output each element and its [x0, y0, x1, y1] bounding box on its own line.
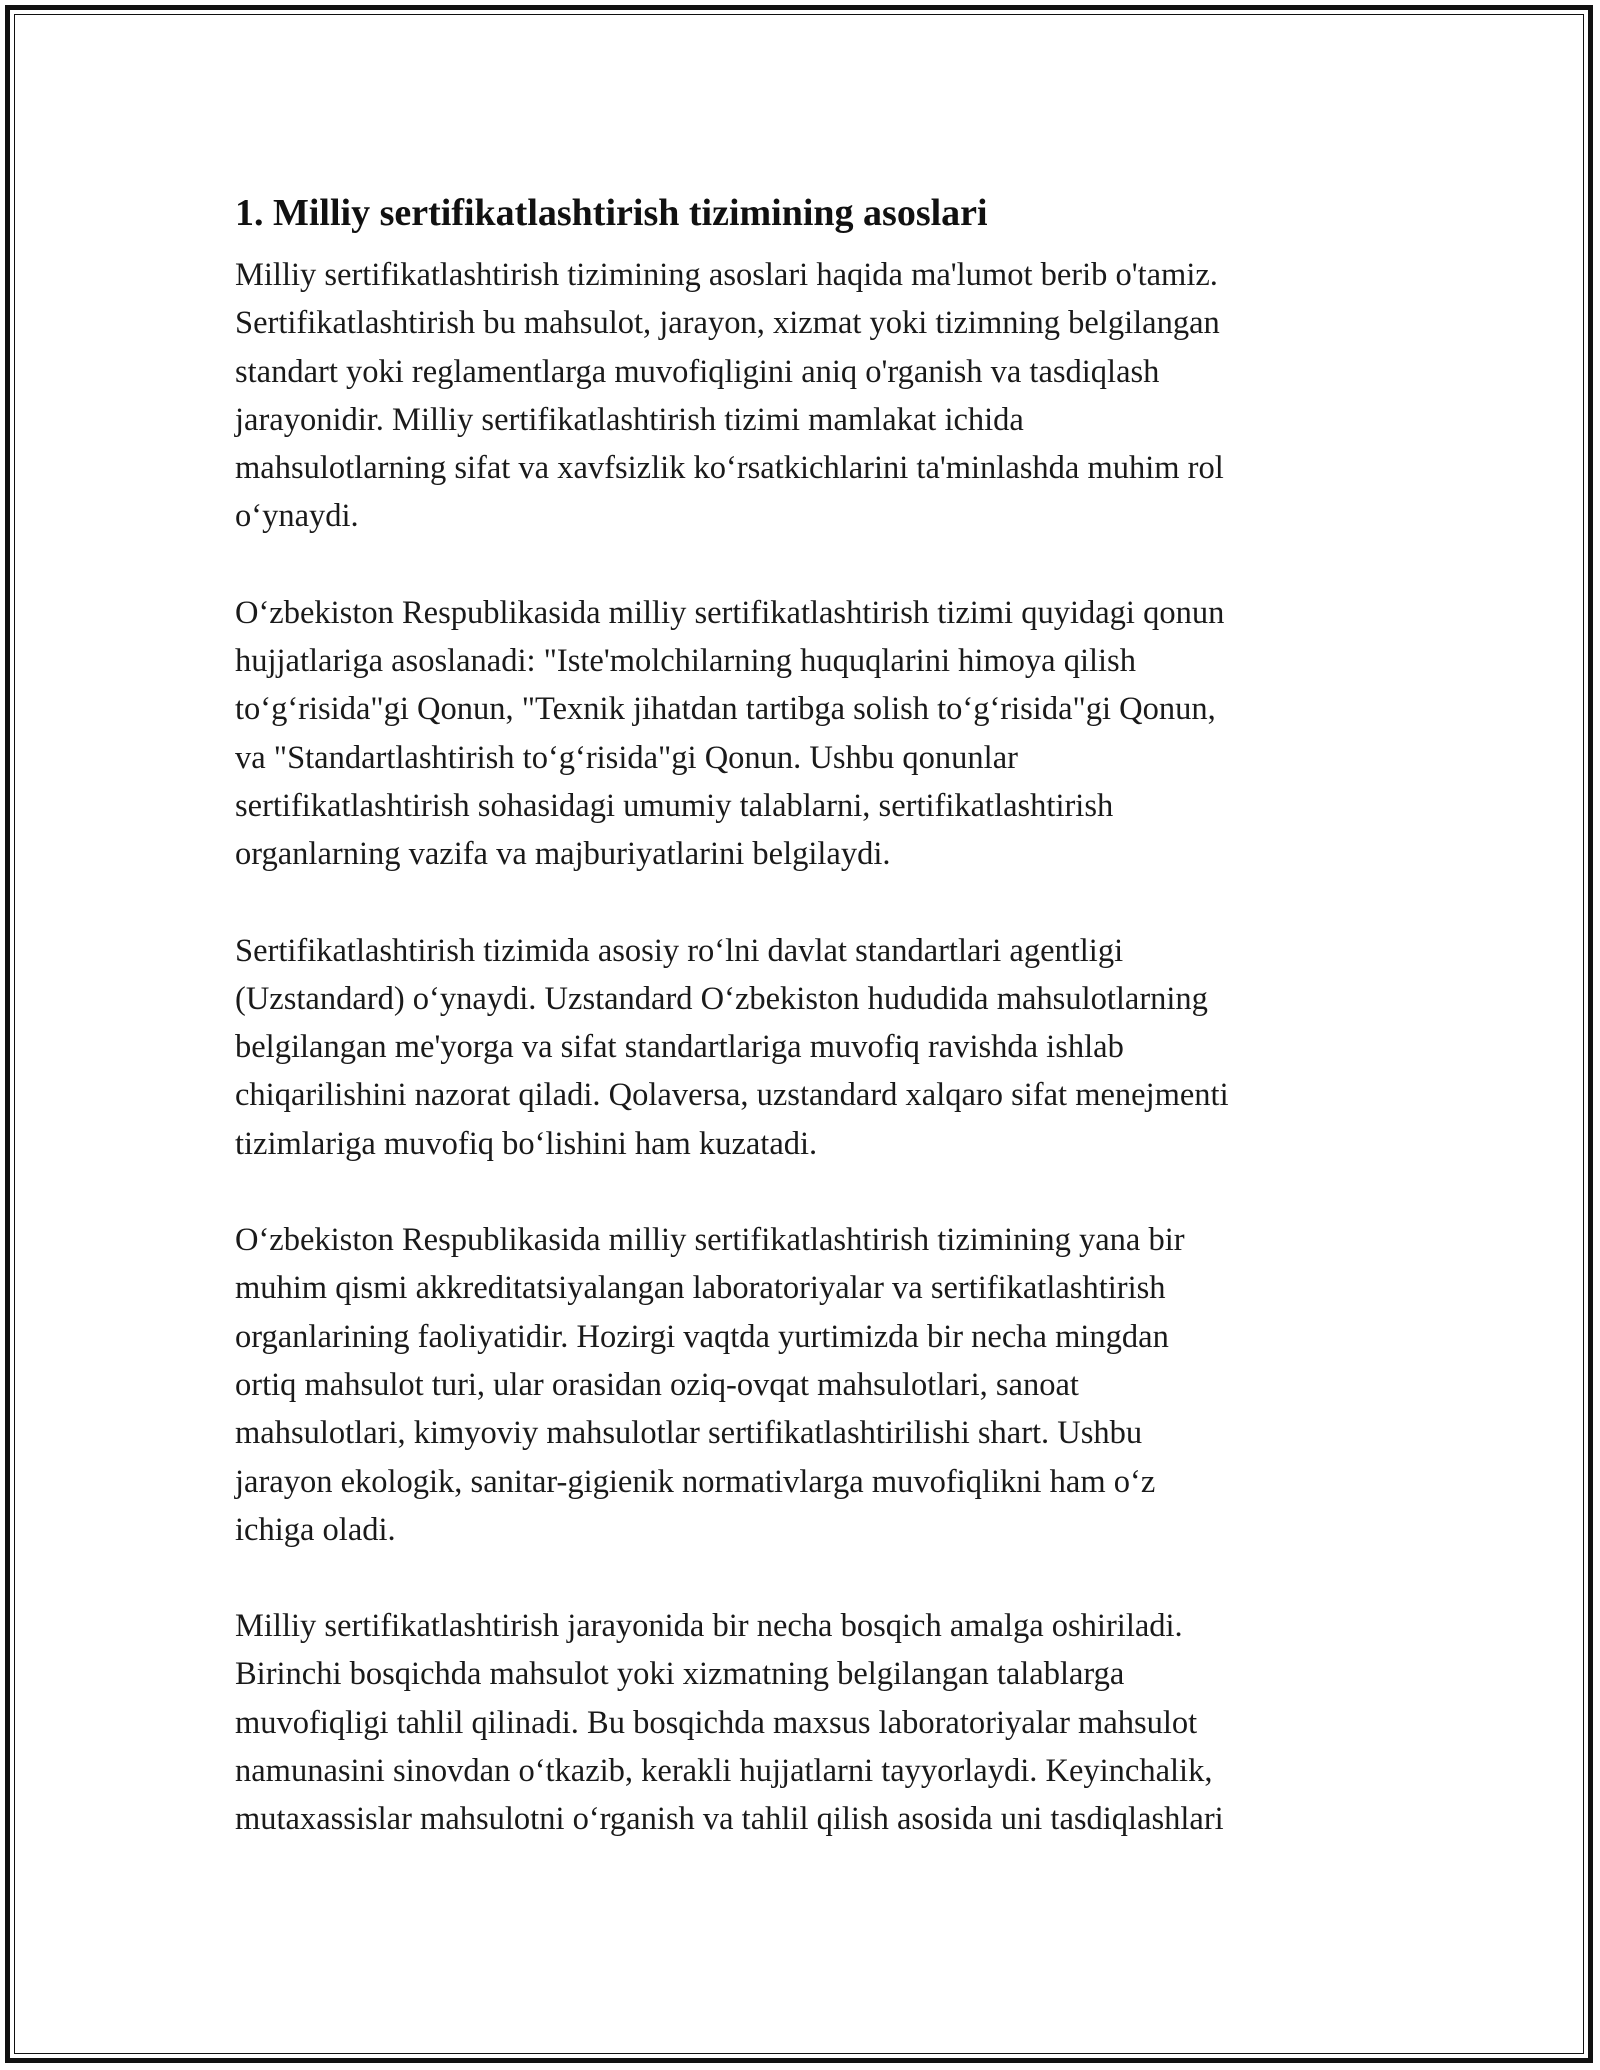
text-line: O‘zbekiston Respublikasida milliy sertifikatlashtirish tizimining yana bir	[235, 1222, 1185, 1259]
text-line: (Uzstandard) o‘ynaydi. Uzstandard O‘zbekiston hududida mahsulotlarning	[235, 980, 1208, 1017]
text-line: o‘ynaydi.	[235, 498, 359, 535]
text-line: standart yoki reglamentlarga muvofiqligini aniq o'rganish va tasdiqlash	[235, 353, 1160, 390]
text-line: to‘g‘risida"gi Qonun, "Texnik jihatdan tartibga solish to‘g‘risida"gi Qonun,	[235, 691, 1216, 728]
text-line: jarayonidir. Milliy sertifikatlashtirish tizimi mamlakat ichida	[235, 401, 1024, 438]
text-line: muhim qismi akkreditatsiyalangan laboratoriyalar va sertifikatlashtirish	[235, 1270, 1166, 1307]
document-content	[235, 183, 1385, 1892]
text-line: Sertifikatlashtirish bu mahsulot, jarayon, xizmat yoki tizimning belgilangan	[235, 305, 1220, 342]
text-line: sertifikatlashtirish sohasidagi umumiy talablarni, sertifikatlashtirish	[235, 787, 1114, 824]
text-line: namunasini sinovdan o‘tkazib, kerakli hujjatlarni tayyorlaydi. Keyinchalik,	[235, 1753, 1213, 1790]
paragraph-1	[235, 251, 1385, 541]
paragraph-2	[235, 589, 1385, 879]
text-line: Sertifikatlashtirish tizimida asosiy ro‘lni davlat standartlari agentligi	[235, 932, 1124, 969]
section-heading: 1. Milliy sertifikatlashtirish tizimining asoslari	[235, 192, 988, 234]
text-line: va "Standartlashtirish to‘g‘risida"gi Qonun. Ushbu qonunlar	[235, 739, 1018, 776]
text-line: chiqarilishini nazorat qiladi. Qolaversa, uzstandard xalqaro sifat menejmenti	[235, 1077, 1229, 1114]
text-line: hujjatlariga asoslanadi: "Iste'molchilarning huquqlarini himoya qilish	[235, 643, 1136, 680]
text-line: belgilangan me'yorga va sifat standartlariga muvofiq ravishda ishlab	[235, 1029, 1124, 1066]
text-line: mahsulotlarning sifat va xavfsizlik ko‘rsatkichlarini ta'minlashda muhim rol	[235, 450, 1224, 487]
paragraph-4	[235, 1216, 1385, 1554]
text-line: organlarining faoliyatidir. Hozirgi vaqtda yurtimizda bir necha mingdan	[235, 1318, 1169, 1355]
text-line: organlarning vazifa va majburiyatlarini belgilaydi.	[235, 836, 891, 873]
text-line: mutaxassislar mahsulotni o‘rganish va tahlil qilish asosida uni tasdiqlashlari	[235, 1801, 1224, 1838]
text-line: Birinchi bosqichda mahsulot yoki xizmatning belgilangan talablarga	[235, 1656, 1125, 1693]
text-line: mahsulotlari, kimyoviy mahsulotlar sertifikatlashtirilishi shart. Ushbu	[235, 1415, 1143, 1452]
text-line: ichiga oladi.	[235, 1511, 396, 1548]
paragraph-5	[235, 1602, 1385, 1843]
text-line: tizimlariga muvofiq bo‘lishini ham kuzatadi.	[235, 1125, 818, 1162]
text-line: jarayon ekologik, sanitar-gigienik normativlarga muvofiqlikni ham o‘z	[235, 1463, 1156, 1500]
text-line: O‘zbekiston Respublikasida milliy sertifikatlashtirish tizimi quyidagi qonun	[235, 594, 1225, 631]
text-line: muvofiqligi tahlil qilinadi. Bu bosqichda maxsus laboratoriyalar mahsulot	[235, 1704, 1198, 1741]
paragraph-3	[235, 927, 1385, 1168]
text-line: Milliy sertifikatlashtirish jarayonida bir necha bosqich amalga oshiriladi.	[235, 1608, 1183, 1645]
text-line: Milliy sertifikatlashtirish tizimining asoslari haqida ma'lumot berib o'tamiz.	[235, 257, 1218, 293]
text-line: ortiq mahsulot turi, ular orasidan oziq-ovqat mahsulotlari, sanoat	[235, 1366, 1079, 1403]
